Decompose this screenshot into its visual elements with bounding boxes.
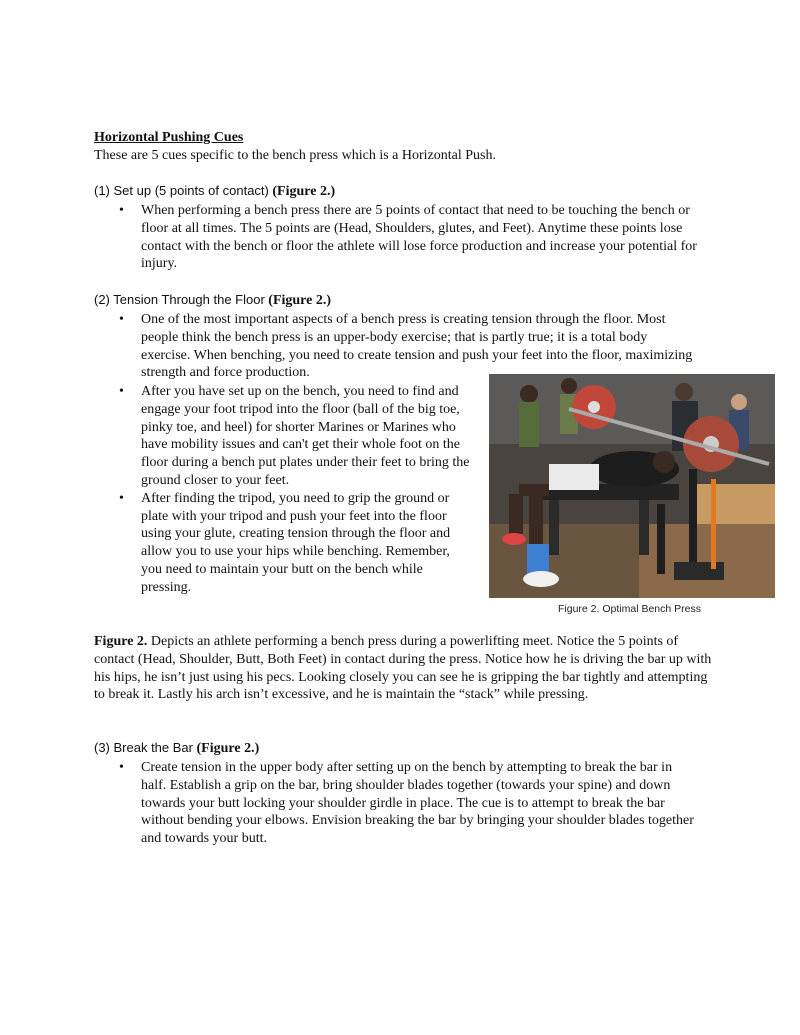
section-3-title [94,740,259,757]
figure-caption: Figure 2. Optimal Bench Press [558,603,701,615]
section-2-figure-ref: (Figure 2.) [268,293,332,308]
list-item: • After finding the tripod, you need to grip the ground or plate with your tripod and push your feet into the floor using your glute, creating tension through the floor and allow you to use your hips while benching. Remember, you need to maintain your butt on the bench while pressing. [141,490,473,597]
section-3-figure-ref: (Figure 2.) [196,741,260,756]
figure-description-label: Figure 2. [94,634,148,649]
list-item: • When performing a bench press there are 5 points of contact that need to be touching the bench or floor at all times. The 5 points are (Head, Shoulders, glutes, and Feet). Anytime these points lose contact with the bench or floor the athlete will lose force production and increase your potential for injury. [141,202,711,273]
list-item: • Create tension in the upper body after setting up on the bench by attempting to break the bar in half. Establish a grip on the bar, bring shoulder blades together (towards your spine) and down towards your butt locking your shoulder girdle in place. The cue is to attempt to break the bar without bending your elbows. Envision breaking the bar by bringing your shoulder blades together and towards your butt. [141,759,696,848]
section-2-label: (2) Tension Through the Floor [94,292,265,307]
section-3-label: (3) Break the Bar [94,740,193,755]
intro-text: These are 5 cues specific to the bench press which is a Horizontal Push. [94,148,496,163]
section-2-bullets-a [141,311,696,382]
section-2-bullets-b [141,383,473,597]
page-heading: Horizontal Pushing Cues [94,130,244,145]
section-1-bullets [141,202,711,273]
section-2-title [94,292,331,309]
section-1-label: (1) Set up (5 points of contact) [94,183,269,198]
section-1-title [94,183,335,200]
list-item: • One of the most important aspects of a bench press is creating tension through the floor. Most people think the bench press is an upper-body exercise; that is partly true; it is a total body exercise. When benching, you need to create tension and push your feet into the floor, maximizing strength and force production. [141,311,696,382]
section-3-bullets [141,759,696,848]
section-1-figure-ref: (Figure 2.) [272,184,336,199]
list-item: • After you have set up on the bench, you need to find and engage your foot tripod into the floor (ball of the big toe, pinky toe, and heel) for shorter Marines or Marines who have mobility issues and can't get their whole foot on the floor during a bench put plates under their feet to bring the ground closer to your feet. [141,383,473,490]
bench-press-photo [489,374,775,598]
figure-description [94,633,714,704]
figure-description-text: Depicts an athlete performing a bench press during a powerlifting meet. Notice the 5 points of contact (Head, Shoulder, Butt, Both Feet) in contact during the press. Notice how he is driving the bar up with his hips, he isn’t just using his pecs. Looking closely you can see he is gripping the bar tightly and attempting to break it. Lastly his arch isn’t excessive, and he is maintain the “stack” while pressing. [94,634,712,703]
